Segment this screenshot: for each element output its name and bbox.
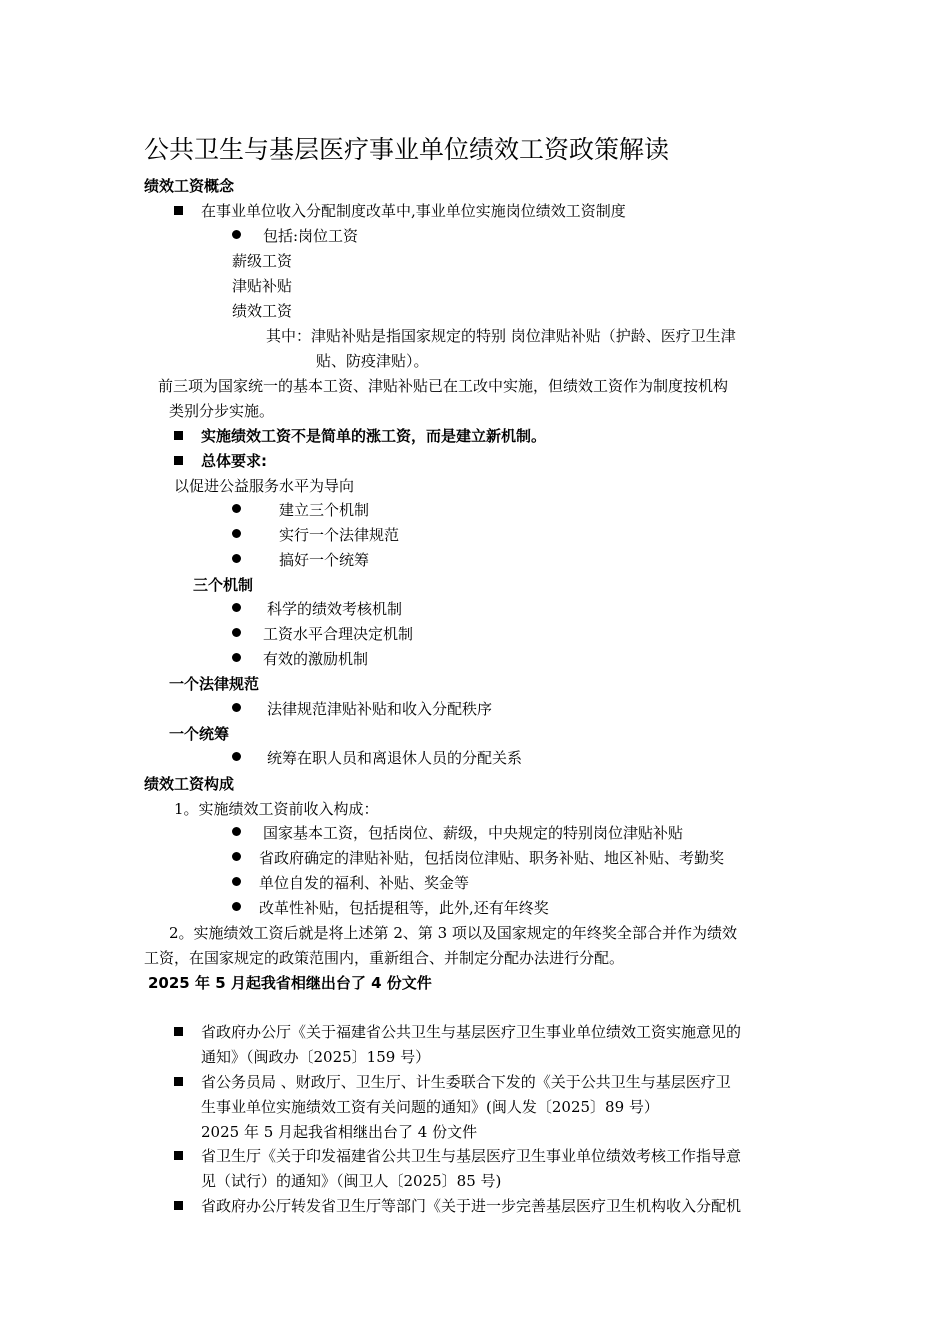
text-line: 生事业单位实施绩效工资有关问题的通知》(闽人发〔2025〕89 号） xyxy=(201,1098,659,1116)
paragraph-line: 前三项为国家统一的基本工资、津贴补贴已在工改中实施，但绩效工资作为制度按机构 xyxy=(158,377,729,395)
list-item: 省公务员局 、财政厅、卫生厅、计生委联合下发的《关于公共卫生与基层医疗卫 xyxy=(174,1072,731,1092)
bullet-dot-icon xyxy=(232,504,241,513)
section-heading-concept: 绩效工资概念 xyxy=(144,177,235,195)
list-item: 建立三个机制 xyxy=(232,500,369,520)
square-bullet-icon xyxy=(174,206,183,215)
bullet-dot-icon xyxy=(232,653,241,662)
list-item: 总体要求: xyxy=(174,451,267,471)
list-item: 省政府办公厅《关于福建省公共卫生与基层医疗卫生事业单位绩效工资实施意见的 xyxy=(174,1022,741,1042)
square-bullet-icon xyxy=(174,1027,183,1036)
list-item: 法律规范津贴补贴和收入分配秩序 xyxy=(232,699,492,719)
list-item: 国家基本工资，包括岗位、薪级，中央规定的特别岗位津贴补贴 xyxy=(232,823,683,843)
square-bullet-icon xyxy=(174,431,183,440)
subheading-coordination: 一个统筹 xyxy=(169,725,230,743)
text-line: 2025 年 5 月起我省相继出台了 4 份文件 xyxy=(201,1123,478,1141)
bold-statement: 2025 年 5 月起我省相继出台了 4 份文件 xyxy=(148,974,432,992)
text-line: 薪级工资 xyxy=(232,252,293,270)
list-item: 单位自发的福利、补贴、奖金等 xyxy=(232,873,469,893)
note-line: 贴、防疫津贴）。 xyxy=(316,352,429,370)
square-bullet-icon xyxy=(174,456,183,465)
section-heading-composition: 绩效工资构成 xyxy=(144,775,235,793)
list-item: 包括:岗位工资 xyxy=(232,226,358,246)
bullet-dot-icon xyxy=(232,877,241,886)
subheading-mechanisms: 三个机制 xyxy=(193,576,254,594)
text-line: 通知》（闽政办〔2025〕159 号） xyxy=(201,1048,431,1066)
text-line: 津贴补贴 xyxy=(232,277,293,295)
bullet-dot-icon xyxy=(232,852,241,861)
list-item: 改革性补贴，包括提租等，此外,还有年终奖 xyxy=(232,898,549,918)
page-title: 公共卫生与基层医疗事业单位绩效工资政策解读 xyxy=(144,135,670,164)
list-item: 实行一个法律规范 xyxy=(232,525,399,545)
bullet-dot-icon xyxy=(232,752,241,761)
subheading-law: 一个法律规范 xyxy=(169,675,260,693)
bullet-dot-icon xyxy=(232,827,241,836)
text-line: 绩效工资 xyxy=(232,302,293,320)
note-line: 其中：津贴补贴是指国家规定的特别 岗位津贴补贴（护龄、医疗卫生津 xyxy=(266,327,736,345)
text-line: 见（试行）的通知》（闽卫人〔2025〕85 号) xyxy=(201,1172,502,1190)
square-bullet-icon xyxy=(174,1201,183,1210)
list-item: 在事业单位收入分配制度改革中,事业单位实施岗位绩效工资制度 xyxy=(174,201,626,221)
bullet-dot-icon xyxy=(232,529,241,538)
paragraph-line: 工资，在国家规定的政策范围内，重新组合、并制定分配办法进行分配。 xyxy=(144,949,625,967)
bullet-dot-icon xyxy=(232,703,241,712)
list-item: 科学的绩效考核机制 xyxy=(232,599,402,619)
square-bullet-icon xyxy=(174,1077,183,1086)
text-line: 以促进公益服务水平为导向 xyxy=(174,477,355,495)
list-item: 省卫生厅《关于印发福建省公共卫生与基层医疗卫生事业单位绩效考核工作指导意 xyxy=(174,1146,741,1166)
list-item: 有效的激励机制 xyxy=(232,649,368,669)
numbered-item: 2。实施绩效工资后就是将上述第 2、第 3 项以及国家规定的年终奖全部合并作为绩效 xyxy=(169,924,737,942)
bullet-dot-icon xyxy=(232,902,241,911)
bullet-dot-icon xyxy=(232,628,241,637)
list-item: 省政府确定的津贴补贴，包括岗位津贴、职务补贴、地区补贴、考勤奖 xyxy=(232,848,724,868)
list-item: 搞好一个统筹 xyxy=(232,550,369,570)
square-bullet-icon xyxy=(174,1151,183,1160)
list-item: 省政府办公厅转发省卫生厅等部门《关于进一步完善基层医疗卫生机构收入分配机 xyxy=(174,1196,741,1216)
bullet-dot-icon xyxy=(232,603,241,612)
bullet-dot-icon xyxy=(232,230,241,239)
list-item: 工资水平合理决定机制 xyxy=(232,624,413,644)
list-item: 统筹在职人员和离退休人员的分配关系 xyxy=(232,748,522,768)
bullet-dot-icon xyxy=(232,554,241,563)
numbered-item: 1。实施绩效工资前收入构成： xyxy=(174,800,379,818)
list-item: 实施绩效工资不是简单的涨工资，而是建立新机制。 xyxy=(174,426,546,446)
paragraph-line: 类别分步实施。 xyxy=(169,402,275,420)
